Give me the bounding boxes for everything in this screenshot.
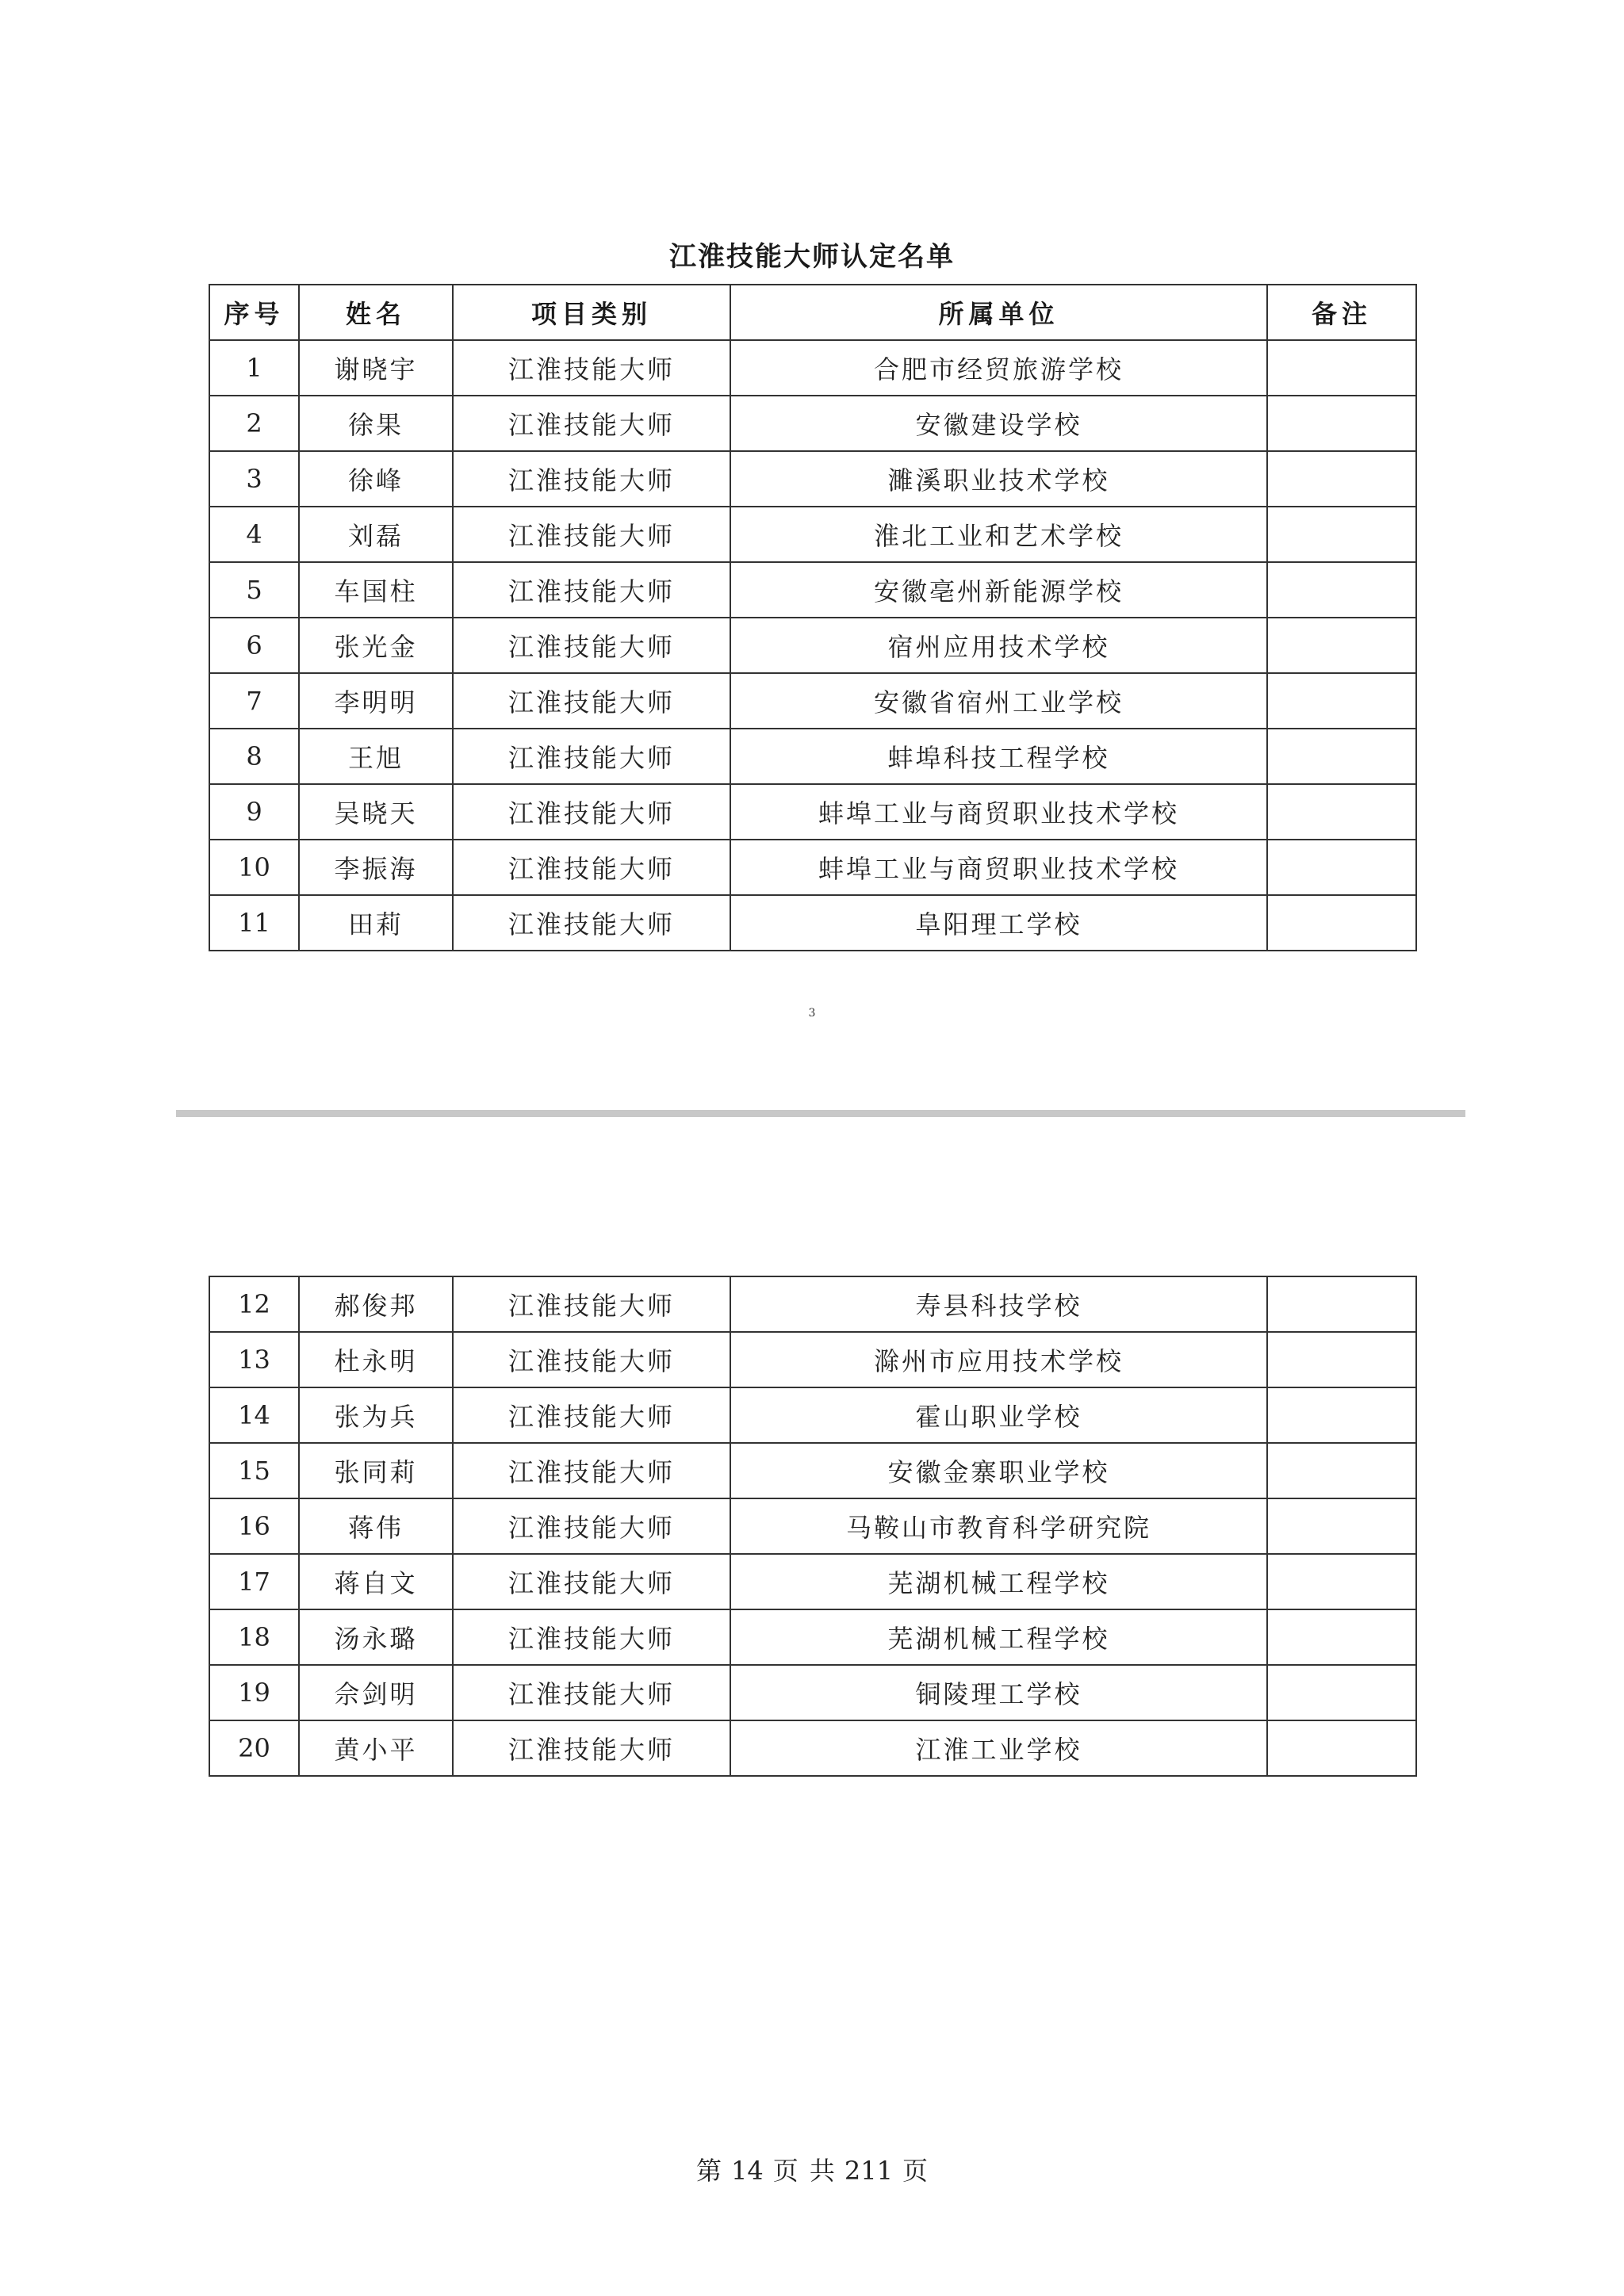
table-row bbox=[209, 1276, 1416, 1332]
column-header-no: 序号 bbox=[209, 285, 299, 340]
cell-note bbox=[1267, 1443, 1416, 1498]
cell-unit: 安徽亳州新能源学校 bbox=[730, 562, 1267, 618]
cell-category: 江淮技能大师 bbox=[453, 618, 730, 673]
cell-name: 佘剑明 bbox=[299, 1665, 453, 1720]
cell-category: 江淮技能大师 bbox=[453, 1443, 730, 1498]
cell-category: 江淮技能大师 bbox=[453, 1720, 730, 1776]
table-row bbox=[209, 340, 1416, 396]
table-row bbox=[209, 562, 1416, 618]
cell-category: 江淮技能大师 bbox=[453, 895, 730, 951]
cell-unit: 滁州市应用技术学校 bbox=[730, 1332, 1267, 1387]
cell-unit: 铜陵理工学校 bbox=[730, 1665, 1267, 1720]
cell-no: 4 bbox=[209, 507, 299, 562]
cell-name: 谢晓宇 bbox=[299, 340, 453, 396]
cell-note bbox=[1267, 1276, 1416, 1332]
footer-current-page: 14 bbox=[731, 2156, 764, 2186]
cell-unit: 芜湖机械工程学校 bbox=[730, 1554, 1267, 1609]
footer-middle: 页 共 bbox=[772, 2156, 835, 2186]
table-row bbox=[209, 673, 1416, 729]
cell-unit: 阜阳理工学校 bbox=[730, 895, 1267, 951]
cell-name: 蒋自文 bbox=[299, 1554, 453, 1609]
cell-category: 江淮技能大师 bbox=[453, 562, 730, 618]
cell-note bbox=[1267, 1387, 1416, 1443]
cell-category: 江淮技能大师 bbox=[453, 784, 730, 840]
cell-no: 5 bbox=[209, 562, 299, 618]
cell-unit: 蚌埠科技工程学校 bbox=[730, 729, 1267, 784]
cell-no: 7 bbox=[209, 673, 299, 729]
cell-note bbox=[1267, 673, 1416, 729]
cell-unit: 江淮工业学校 bbox=[730, 1720, 1267, 1776]
table-row bbox=[209, 451, 1416, 507]
cell-no: 6 bbox=[209, 618, 299, 673]
inner-page-number: 3 bbox=[808, 1007, 816, 1020]
table-row bbox=[209, 729, 1416, 784]
cell-category: 江淮技能大师 bbox=[453, 1665, 730, 1720]
table-row bbox=[209, 840, 1416, 895]
cell-category: 江淮技能大师 bbox=[453, 1332, 730, 1387]
cell-unit: 蚌埠工业与商贸职业技术学校 bbox=[730, 840, 1267, 895]
cell-note bbox=[1267, 1609, 1416, 1665]
cell-no: 1 bbox=[209, 340, 299, 396]
cell-no: 19 bbox=[209, 1665, 299, 1720]
table-row bbox=[209, 396, 1416, 451]
table-row bbox=[209, 1332, 1416, 1387]
cell-name: 吴晓天 bbox=[299, 784, 453, 840]
table-row bbox=[209, 895, 1416, 951]
cell-name: 刘磊 bbox=[299, 507, 453, 562]
cell-unit: 马鞍山市教育科学研究院 bbox=[730, 1498, 1267, 1554]
cell-category: 江淮技能大师 bbox=[453, 451, 730, 507]
cell-name: 黄小平 bbox=[299, 1720, 453, 1776]
cell-category: 江淮技能大师 bbox=[453, 1498, 730, 1554]
cell-name: 徐果 bbox=[299, 396, 453, 451]
cell-unit: 芜湖机械工程学校 bbox=[730, 1609, 1267, 1665]
footer-total-pages: 211 bbox=[844, 2156, 893, 2186]
cell-note bbox=[1267, 840, 1416, 895]
cell-note bbox=[1267, 1720, 1416, 1776]
cell-no: 9 bbox=[209, 784, 299, 840]
document-title: 江淮技能大师认定名单 bbox=[669, 241, 955, 273]
cell-name: 汤永璐 bbox=[299, 1609, 453, 1665]
cell-no: 15 bbox=[209, 1443, 299, 1498]
cell-note bbox=[1267, 895, 1416, 951]
roster-table-part-2 bbox=[209, 1276, 1417, 1777]
cell-category: 江淮技能大师 bbox=[453, 673, 730, 729]
cell-name: 蒋伟 bbox=[299, 1498, 453, 1554]
cell-note bbox=[1267, 618, 1416, 673]
cell-note bbox=[1267, 1665, 1416, 1720]
cell-note bbox=[1267, 340, 1416, 396]
cell-unit: 宿州应用技术学校 bbox=[730, 618, 1267, 673]
cell-unit: 淮北工业和艺术学校 bbox=[730, 507, 1267, 562]
cell-category: 江淮技能大师 bbox=[453, 340, 730, 396]
cell-unit: 濉溪职业技术学校 bbox=[730, 451, 1267, 507]
table-header-row bbox=[209, 285, 1416, 340]
cell-note bbox=[1267, 396, 1416, 451]
table-row bbox=[209, 1609, 1416, 1665]
cell-name: 王旭 bbox=[299, 729, 453, 784]
page-footer bbox=[0, 2151, 1624, 2187]
cell-no: 11 bbox=[209, 895, 299, 951]
cell-no: 3 bbox=[209, 451, 299, 507]
cell-name: 郝俊邦 bbox=[299, 1276, 453, 1332]
cell-note bbox=[1267, 1554, 1416, 1609]
cell-category: 江淮技能大师 bbox=[453, 729, 730, 784]
table-row bbox=[209, 1720, 1416, 1776]
footer-prefix: 第 bbox=[695, 2156, 722, 2186]
cell-category: 江淮技能大师 bbox=[453, 507, 730, 562]
cell-no: 13 bbox=[209, 1332, 299, 1387]
cell-note bbox=[1267, 507, 1416, 562]
cell-no: 14 bbox=[209, 1387, 299, 1443]
cell-category: 江淮技能大师 bbox=[453, 1554, 730, 1609]
cell-unit: 霍山职业学校 bbox=[730, 1387, 1267, 1443]
cell-category: 江淮技能大师 bbox=[453, 1609, 730, 1665]
cell-no: 2 bbox=[209, 396, 299, 451]
cell-category: 江淮技能大师 bbox=[453, 840, 730, 895]
cell-note bbox=[1267, 784, 1416, 840]
column-header-note: 备注 bbox=[1267, 285, 1416, 340]
footer-suffix: 页 bbox=[902, 2156, 928, 2186]
cell-category: 江淮技能大师 bbox=[453, 1387, 730, 1443]
cell-unit: 合肥市经贸旅游学校 bbox=[730, 340, 1267, 396]
cell-unit: 安徽金寨职业学校 bbox=[730, 1443, 1267, 1498]
cell-name: 李明明 bbox=[299, 673, 453, 729]
cell-note bbox=[1267, 1332, 1416, 1387]
column-header-category: 项目类别 bbox=[453, 285, 730, 340]
cell-note bbox=[1267, 451, 1416, 507]
cell-name: 车国柱 bbox=[299, 562, 453, 618]
cell-no: 16 bbox=[209, 1498, 299, 1554]
cell-name: 张为兵 bbox=[299, 1387, 453, 1443]
roster-table-part-1 bbox=[209, 284, 1417, 951]
cell-no: 12 bbox=[209, 1276, 299, 1332]
cell-no: 8 bbox=[209, 729, 299, 784]
cell-no: 10 bbox=[209, 840, 299, 895]
table-row bbox=[209, 1554, 1416, 1609]
table-row bbox=[209, 1665, 1416, 1720]
cell-name: 徐峰 bbox=[299, 451, 453, 507]
cell-unit: 安徽省宿州工业学校 bbox=[730, 673, 1267, 729]
cell-no: 18 bbox=[209, 1609, 299, 1665]
table-row bbox=[209, 618, 1416, 673]
cell-name: 田莉 bbox=[299, 895, 453, 951]
cell-name: 李振海 bbox=[299, 840, 453, 895]
cell-unit: 蚌埠工业与商贸职业技术学校 bbox=[730, 784, 1267, 840]
cell-unit: 安徽建设学校 bbox=[730, 396, 1267, 451]
column-header-name: 姓名 bbox=[299, 285, 453, 340]
cell-note bbox=[1267, 1498, 1416, 1554]
cell-note bbox=[1267, 729, 1416, 784]
table-row bbox=[209, 1443, 1416, 1498]
cell-no: 17 bbox=[209, 1554, 299, 1609]
table-row bbox=[209, 1498, 1416, 1554]
cell-name: 张同莉 bbox=[299, 1443, 453, 1498]
table-row bbox=[209, 784, 1416, 840]
cell-name: 张光金 bbox=[299, 618, 453, 673]
cell-no: 20 bbox=[209, 1720, 299, 1776]
cell-name: 杜永明 bbox=[299, 1332, 453, 1387]
cell-category: 江淮技能大师 bbox=[453, 396, 730, 451]
cell-category: 江淮技能大师 bbox=[453, 1276, 730, 1332]
table-row bbox=[209, 507, 1416, 562]
page-divider bbox=[176, 1110, 1465, 1117]
cell-unit: 寿县科技学校 bbox=[730, 1276, 1267, 1332]
column-header-unit: 所属单位 bbox=[730, 285, 1267, 340]
cell-note bbox=[1267, 562, 1416, 618]
table-row bbox=[209, 1387, 1416, 1443]
